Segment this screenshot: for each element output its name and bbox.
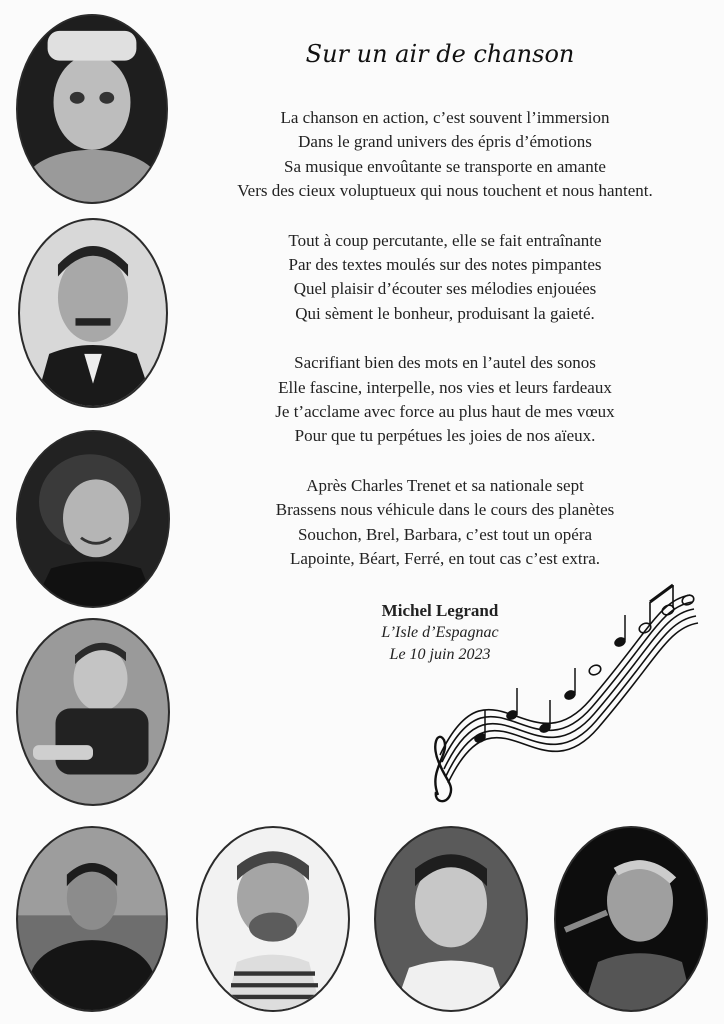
portrait-photo-1 bbox=[16, 14, 168, 204]
portrait-photo-6 bbox=[196, 826, 350, 1012]
portrait-photo-7 bbox=[374, 826, 528, 1012]
poem-line: Elle fascine, interpelle, nos vies et leurs fardeaux bbox=[278, 377, 612, 397]
signature-place: L’Isle d’Espagnac bbox=[381, 624, 499, 641]
poem-body bbox=[180, 106, 710, 597]
poem-line: Tout à coup percutante, elle se fait entraînante bbox=[288, 230, 602, 250]
poem-line: Par des textes moulés sur des notes pimpantes bbox=[288, 255, 602, 275]
poem-line: Je t’acclame avec force au plus haut de mes vœux bbox=[275, 402, 615, 422]
author-name: Michel Legrand bbox=[381, 601, 499, 620]
poem-line: Vers des cieux voluptueux qui nous touchent et nous hantent. bbox=[237, 181, 653, 201]
music-staff-icon bbox=[420, 580, 710, 810]
stanza-2 bbox=[180, 229, 710, 327]
poem-line: Sacrifiant bien des mots en l’autel des sonos bbox=[294, 353, 596, 373]
poem-line: Pour que tu perpétues les joies de nos aïeux. bbox=[294, 426, 596, 446]
poem-line: Lapointe, Béart, Ferré, en tout cas c’est extra. bbox=[289, 549, 601, 569]
poem-title: Sur un air de chanson bbox=[305, 40, 575, 68]
stanza-1 bbox=[180, 106, 710, 204]
poem-line: Dans le grand univers des épris d’émotions bbox=[298, 132, 592, 152]
stanza-3 bbox=[180, 351, 710, 449]
poem-line: Qui sèment le bonheur, produisant la gaieté. bbox=[295, 303, 595, 323]
stanza-4 bbox=[180, 474, 710, 572]
poem-line: Quel plaisir d’écouter ses mélodies enjouées bbox=[293, 279, 597, 299]
poem-line: Brassens nous véhicule dans le cours des planètes bbox=[275, 500, 615, 520]
portrait-photo-4 bbox=[16, 618, 170, 806]
poem-line: Après Charles Trenet et sa nationale sept bbox=[306, 475, 584, 495]
poem-line: Souchon, Brel, Barbara, c’est tout un opéra bbox=[297, 524, 593, 544]
portrait-photo-5 bbox=[16, 826, 168, 1012]
poem-line: La chanson en action, c’est souvent l’immersion bbox=[280, 108, 610, 127]
portrait-photo-3 bbox=[16, 430, 170, 608]
poem-line: Sa musique envoûtante se transporte en amante bbox=[284, 156, 606, 176]
portrait-photo-2 bbox=[18, 218, 168, 408]
portrait-photo-8 bbox=[554, 826, 708, 1012]
signature-date: Le 10 juin 2023 bbox=[389, 646, 491, 663]
